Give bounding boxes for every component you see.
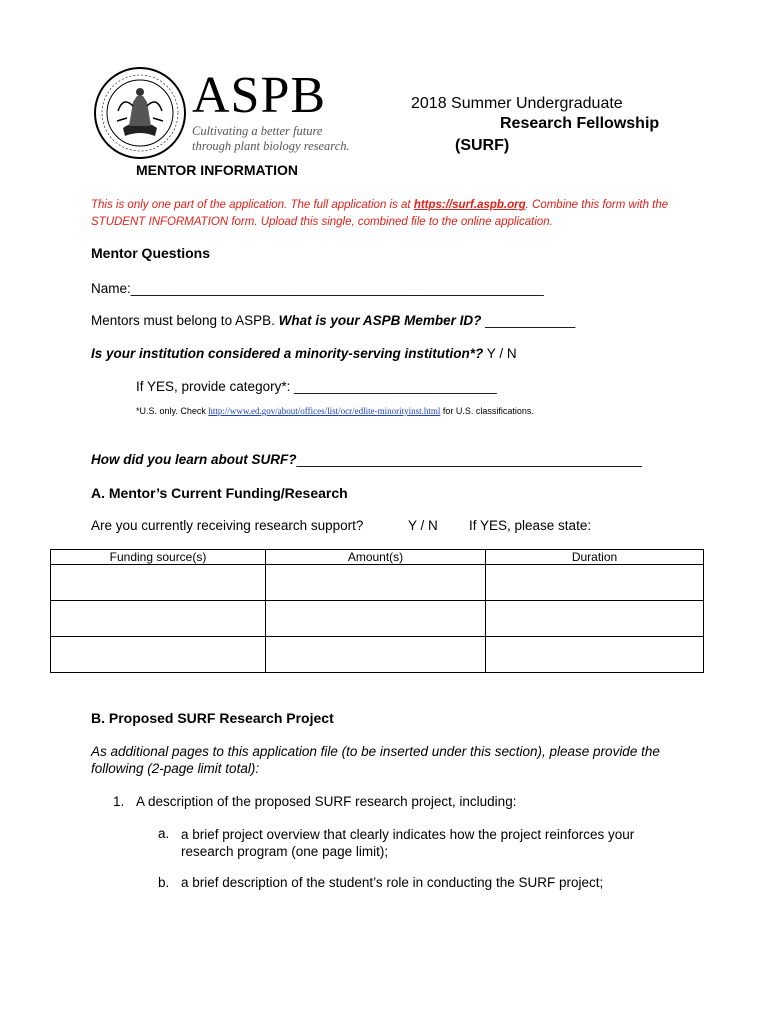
aspb-seal-logo <box>93 66 187 160</box>
support-question: Are you currently receiving research support? <box>91 518 364 533</box>
minority-yn-options[interactable]: Y / N <box>483 346 517 361</box>
minority-question: Is your institution considered a minority-serving institution*? <box>91 346 484 361</box>
learn-about-field[interactable]: ______________________________________________ <box>296 452 642 467</box>
doc-title-line-3: (SURF) <box>455 137 510 154</box>
support-yn-options[interactable]: Y / N <box>408 518 438 533</box>
item-a-text: a brief project overview that clearly indicates how the project reinforces your research program (one page limit); <box>181 827 635 859</box>
notice-text-1: This is only one part of the application. The full application is at <box>91 199 414 211</box>
member-id-question: What is your ASPB Member ID? <box>278 313 482 328</box>
column-header-amount: Amount(s) <box>266 550 486 565</box>
section-label: MENTOR INFORMATION <box>136 162 299 178</box>
table-cell-funding-source[interactable] <box>51 637 266 673</box>
name-field[interactable]: Name:_______________________________________________________ <box>91 281 544 296</box>
item-1-text: A description of the proposed SURF research project, including: <box>136 794 517 809</box>
table-cell-duration[interactable] <box>486 637 704 673</box>
table-cell-funding-source[interactable] <box>51 565 266 601</box>
learn-about-row <box>91 452 642 467</box>
table-row <box>51 601 704 637</box>
minority-classification-link[interactable]: http://www.ed.gov/about/offices/list/ocr/edlite-minorityinst.html <box>208 406 441 416</box>
column-header-duration: Duration <box>486 550 704 565</box>
notice-text-2: . Combine this form with the STUDENT INFORMATION form. Upload this single, combined file to the online application. <box>91 199 669 228</box>
item-a-letter: a. <box>158 826 170 841</box>
tagline-line-1: Cultivating a better future <box>192 124 323 138</box>
doc-title-line-2: Research Fellowship <box>500 115 660 132</box>
table-cell-funding-source[interactable] <box>51 601 266 637</box>
table-cell-amount[interactable] <box>266 637 486 673</box>
section-a-heading: A. Mentor’s Current Funding/Research <box>91 485 348 501</box>
tagline-line-2: through plant biology research. <box>192 139 350 153</box>
column-header-funding-source: Funding source(s) <box>51 550 266 565</box>
funding-table <box>50 549 704 673</box>
table-cell-amount[interactable] <box>266 601 486 637</box>
item-b-text: a brief description of the student’s role in conducting the SURF project; <box>181 875 604 890</box>
support-followup: If YES, please state: <box>469 518 592 533</box>
doc-title-line-1: 2018 Summer Undergraduate <box>411 95 623 112</box>
table-row <box>51 637 704 673</box>
member-prefix: Mentors must belong to ASPB. <box>91 313 279 328</box>
item-1-number: 1. <box>113 794 125 809</box>
member-id-field[interactable]: ____________ <box>481 313 576 328</box>
application-notice <box>91 197 691 231</box>
mentor-questions-heading: Mentor Questions <box>91 245 211 261</box>
category-field[interactable]: If YES, provide category*: ___________________________ <box>136 379 497 394</box>
brand-tagline <box>192 124 350 154</box>
footnote-text-2: for U.S. classifications. <box>440 406 534 416</box>
member-id-row <box>91 313 575 328</box>
footnote-text-1: *U.S. only. Check <box>136 406 209 416</box>
minority-row <box>91 346 517 361</box>
table-cell-duration[interactable] <box>486 601 704 637</box>
footnote <box>136 406 534 416</box>
application-link[interactable]: https://surf.aspb.org <box>413 199 526 211</box>
table-cell-amount[interactable] <box>266 565 486 601</box>
table-row <box>51 565 704 601</box>
table-cell-duration[interactable] <box>486 565 704 601</box>
funding-table-header <box>51 550 704 565</box>
item-b-letter: b. <box>158 875 170 890</box>
brand-name: ASPB <box>192 67 327 124</box>
learn-about-question: How did you learn about SURF? <box>91 452 297 467</box>
section-b-heading: B. Proposed SURF Research Project <box>91 710 334 726</box>
section-b-intro: As additional pages to this application file (to be inserted under this section), please provide the following (2-page limit total): <box>91 744 660 776</box>
